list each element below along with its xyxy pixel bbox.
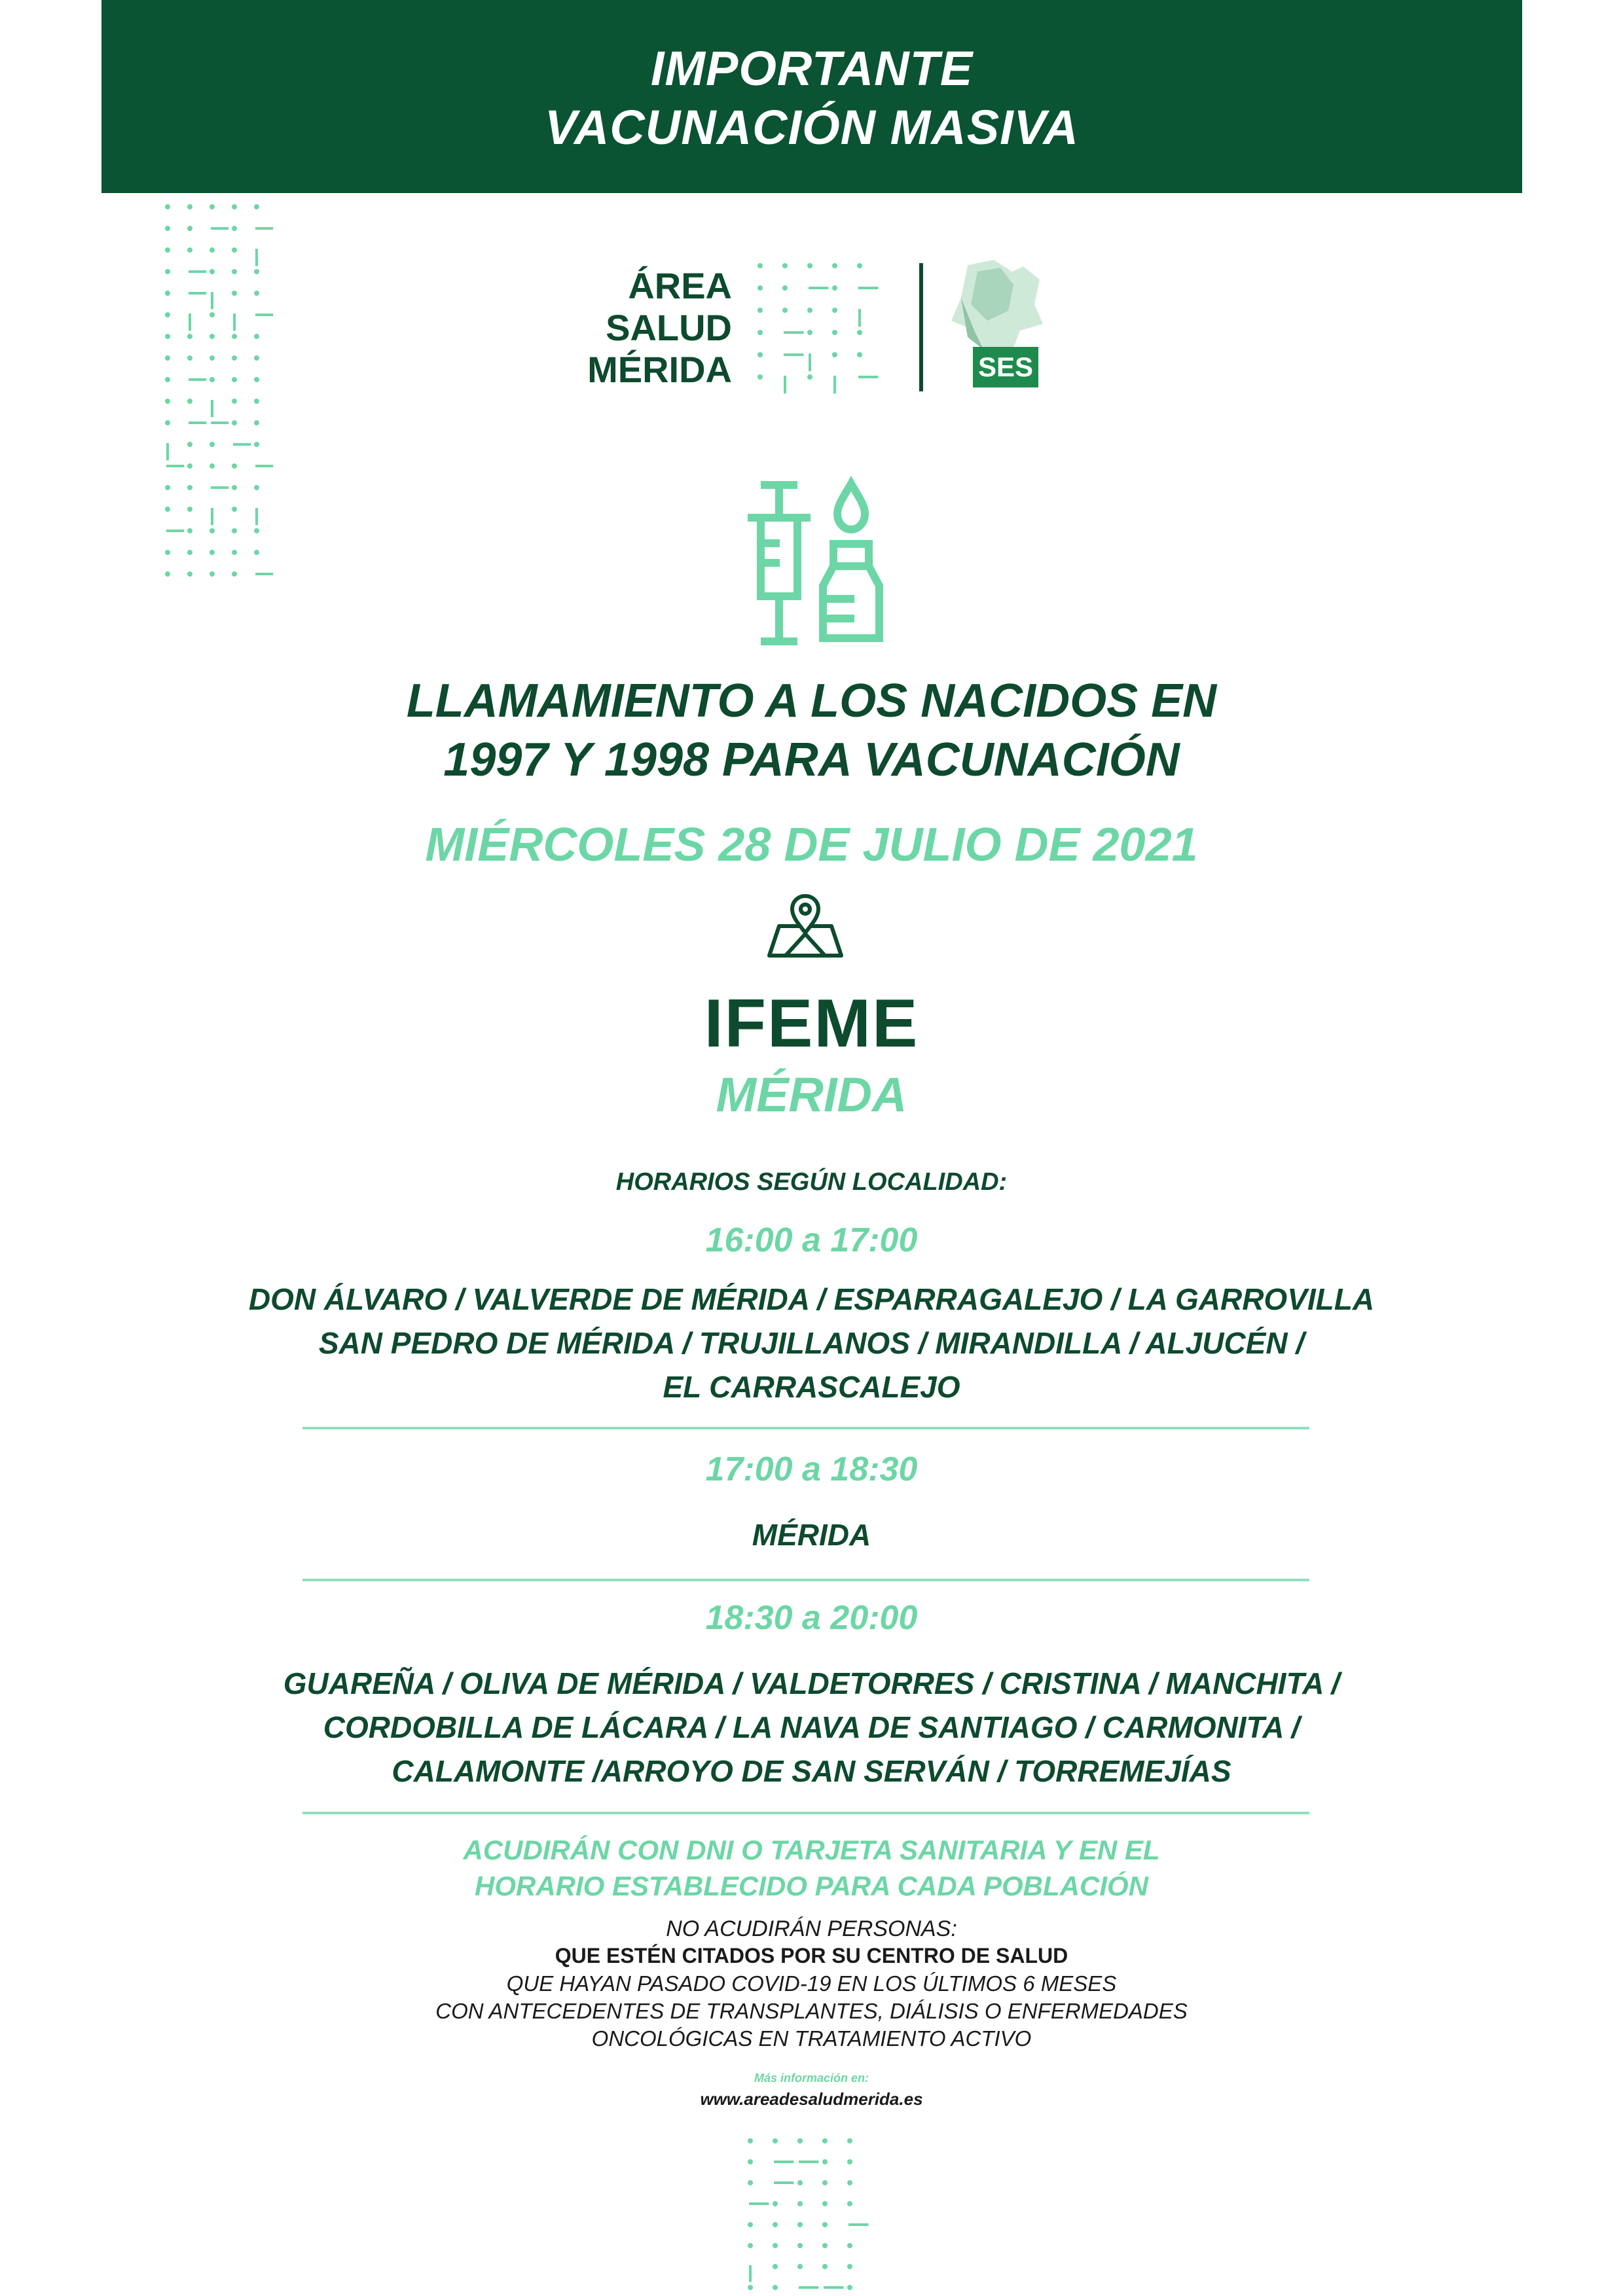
grid-dot xyxy=(254,355,259,361)
grid-dot xyxy=(166,443,169,460)
grid-dot xyxy=(232,377,237,382)
grid-dot xyxy=(847,2180,852,2185)
grid-dot xyxy=(847,2138,852,2144)
grid-dot xyxy=(773,2138,778,2144)
headline-line-2: 1997 Y 1998 PARA VACUNACIÓN xyxy=(443,734,1180,786)
grid-dot xyxy=(847,2243,852,2248)
exclusion-item: ONCOLÓGICAS EN TRATAMIENTO ACTIVO xyxy=(591,2026,1032,2051)
slot-location-line: DON ÁLVARO / VALVERDE DE MÉRIDA / ESPARRAGALEJO / LA GARROVILLA xyxy=(248,1282,1375,1316)
schedule-heading: HORARIOS SEGÚN LOCALIDAD: xyxy=(615,1168,1008,1196)
grid-dot xyxy=(782,263,788,268)
grid-dot xyxy=(857,352,862,357)
grid-dot xyxy=(233,443,251,446)
grid-dot xyxy=(748,2159,753,2164)
grid-dot xyxy=(847,2159,852,2164)
grid-dot xyxy=(232,507,237,512)
grid-dot xyxy=(807,330,812,335)
grid-dot xyxy=(832,263,837,268)
grid-dot xyxy=(232,550,237,555)
grid-dot xyxy=(232,247,237,253)
grid-dot xyxy=(857,330,862,335)
divider xyxy=(302,1427,1309,1429)
exclusion-item: QUE ESTÉN CITADOS POR SU CENTRO DE SALUD xyxy=(555,1944,1068,1967)
grid-dot xyxy=(187,442,192,447)
slot-location-line: CORDOBILLA DE LÁCARA / LA NAVA DE SANTIAGO / CARMONITA / xyxy=(323,1710,1300,1744)
grid-dot xyxy=(211,400,213,417)
grid-dot xyxy=(807,263,812,268)
grid-dot xyxy=(232,226,237,231)
grid-dot xyxy=(773,2222,778,2227)
grid-dot xyxy=(847,2264,852,2269)
header-banner xyxy=(101,0,1522,193)
grid-dot xyxy=(165,247,170,253)
grid-dot xyxy=(210,269,215,274)
slot-time: 17:00 a 18:30 xyxy=(705,1450,918,1488)
grid-dot xyxy=(165,291,170,296)
grid-dot xyxy=(232,291,237,296)
notice-line-2: HORARIO ESTABLECIDO PARA CADA POBLACIÓN xyxy=(475,1871,1148,1901)
grid-dot xyxy=(254,399,259,404)
grid-dot xyxy=(255,508,258,525)
grid-dot xyxy=(165,485,170,490)
venue-city: MÉRIDA xyxy=(716,1067,907,1122)
grid-dot xyxy=(254,269,259,274)
grid-dot xyxy=(210,442,215,447)
grid-dot xyxy=(166,465,184,467)
grid-dot xyxy=(784,331,803,334)
exclusions-title: NO ACUDIRÁN PERSONAS: xyxy=(666,1916,957,1941)
dot-grid-pattern xyxy=(746,2137,877,2296)
grid-dot xyxy=(187,334,192,339)
grid-dot xyxy=(255,573,273,575)
grid-dot xyxy=(254,420,259,425)
grid-dot xyxy=(211,508,213,525)
grid-dot xyxy=(187,399,192,404)
grid-dot xyxy=(232,399,237,404)
grid-dot xyxy=(232,355,237,361)
banner-title: IMPORTANTE xyxy=(650,41,974,96)
grid-dot xyxy=(748,2180,753,2185)
grid-dot xyxy=(799,2286,818,2289)
grid-dot xyxy=(773,2243,778,2248)
headline-line-1: LLAMAMIENTO A LOS NACIDOS EN xyxy=(406,675,1217,727)
grid-dot xyxy=(187,550,192,555)
grid-dot xyxy=(749,2202,769,2205)
grid-dot xyxy=(799,2161,818,2163)
grid-dot xyxy=(232,204,237,209)
grid-dot xyxy=(757,263,763,268)
grid-dot xyxy=(748,2222,753,2227)
grid-dot xyxy=(254,377,259,382)
grid-dot xyxy=(809,353,811,371)
grid-dot xyxy=(749,2265,752,2282)
grid-dot xyxy=(165,355,170,361)
notice-line-1: ACUDIRÁN CON DNI O TARJETA SANITARIA Y EN EL xyxy=(463,1835,1160,1865)
slot-time: 16:00 a 17:00 xyxy=(705,1221,918,1259)
grid-dot xyxy=(858,287,878,289)
grid-dot xyxy=(211,227,228,230)
grid-dot xyxy=(858,309,861,327)
slot-location-line: GUAREÑA / OLIVA DE MÉRIDA / VALDETORRES / CRISTINA / MANCHITA / xyxy=(283,1666,1340,1700)
grid-dot xyxy=(210,204,215,209)
grid-dot xyxy=(254,291,259,296)
grid-dot xyxy=(774,2161,793,2163)
grid-dot xyxy=(782,308,788,313)
grid-dot xyxy=(254,550,259,555)
grid-dot xyxy=(847,2285,852,2290)
grid-dot xyxy=(833,376,836,393)
grid-dot xyxy=(822,2159,828,2164)
grid-dot xyxy=(848,2223,868,2226)
grid-dot xyxy=(165,226,170,231)
grid-dot xyxy=(774,2181,793,2184)
grid-dot xyxy=(824,2286,843,2289)
grid-dot xyxy=(773,2264,778,2269)
grid-dot xyxy=(189,270,206,273)
grid-dot xyxy=(832,330,837,335)
map-pin-icon xyxy=(766,893,845,959)
grid-dot xyxy=(187,226,192,231)
grid-dot xyxy=(797,2201,803,2206)
grid-dot xyxy=(857,263,862,268)
website-link[interactable]: www.areadesaludmerida.es xyxy=(700,2089,923,2109)
grid-dot xyxy=(232,485,237,490)
more-info-label: Más información en: xyxy=(754,2072,869,2085)
grid-dot xyxy=(797,2222,803,2227)
grid-dot xyxy=(187,571,192,577)
grid-dot xyxy=(165,269,170,274)
grid-dot xyxy=(773,2285,778,2290)
grid-dot xyxy=(187,507,192,512)
grid-dot xyxy=(748,2243,753,2248)
grid-dot xyxy=(165,312,170,317)
logo-line-area: ÁREA xyxy=(628,265,732,306)
grid-dot xyxy=(255,314,273,316)
grid-dot xyxy=(211,422,228,424)
grid-dot xyxy=(187,528,192,533)
grid-dot xyxy=(773,2201,778,2206)
grid-dot xyxy=(189,422,206,424)
grid-dot xyxy=(784,376,786,393)
grid-dot xyxy=(165,204,170,209)
grid-dot xyxy=(832,308,837,313)
grid-dot xyxy=(255,227,273,230)
grid-dot xyxy=(187,355,192,361)
grid-dot xyxy=(165,334,170,339)
grid-dot xyxy=(255,465,273,467)
grid-dot xyxy=(210,377,215,382)
grid-dot xyxy=(807,308,812,313)
grid-dot xyxy=(832,285,837,291)
slot-location-line: EL CARRASCALEJO xyxy=(663,1370,960,1404)
slot-time: 18:30 a 20:00 xyxy=(705,1599,918,1637)
exclusion-item: QUE HAYAN PASADO COVID-19 EN LOS ÚLTIMOS 6 MESES xyxy=(506,1971,1117,1996)
grid-dot xyxy=(232,420,237,425)
event-date: MIÉRCOLES 28 DE JULIO DE 2021 xyxy=(425,819,1198,871)
grid-dot xyxy=(165,550,170,555)
grid-dot xyxy=(211,486,228,489)
grid-dot xyxy=(232,334,237,339)
grid-dot xyxy=(822,2138,828,2144)
grid-dot xyxy=(210,355,215,361)
grid-dot xyxy=(254,485,259,490)
grid-dot xyxy=(210,334,215,339)
venue-name: IFEME xyxy=(704,986,919,1062)
grid-dot xyxy=(757,308,763,313)
grid-dot xyxy=(232,528,237,533)
grid-dot xyxy=(748,2285,753,2290)
grid-dot xyxy=(858,376,878,378)
grid-dot xyxy=(187,485,192,490)
grid-dot xyxy=(757,285,763,291)
grid-dot xyxy=(807,374,812,380)
grid-dot xyxy=(797,2243,803,2248)
grid-dot xyxy=(757,374,763,380)
dot-grid-pattern xyxy=(756,262,887,393)
grid-dot xyxy=(165,571,170,577)
grid-dot xyxy=(822,2243,828,2248)
grid-dot xyxy=(210,247,215,253)
grid-dot xyxy=(254,528,259,533)
grid-dot xyxy=(210,463,215,469)
grid-dot xyxy=(187,247,192,253)
grid-dot xyxy=(254,334,259,339)
grid-dot xyxy=(797,2180,803,2185)
grid-dot xyxy=(782,285,788,291)
grid-dot xyxy=(822,2264,828,2269)
grid-dot xyxy=(210,550,215,555)
grid-dot xyxy=(187,204,192,209)
divider xyxy=(302,1812,1309,1814)
grid-dot xyxy=(210,312,215,317)
grid-dot xyxy=(211,292,213,309)
logo-line-salud: SALUD xyxy=(606,307,732,348)
grid-dot xyxy=(232,269,237,274)
exclusion-item: CON ANTECEDENTES DE TRANSPLANTES, DIÁLISIS O ENFERMEDADES xyxy=(435,1999,1188,2023)
grid-dot xyxy=(187,463,192,469)
grid-dot xyxy=(784,353,803,356)
grid-dot xyxy=(822,2180,828,2185)
grid-dot xyxy=(232,463,237,469)
grid-dot xyxy=(233,314,236,331)
grid-dot xyxy=(165,507,170,512)
grid-dot xyxy=(254,442,259,447)
banner-subtitle: VACUNACIÓN MASIVA xyxy=(545,100,1079,154)
grid-dot xyxy=(797,2138,803,2144)
grid-dot xyxy=(165,420,170,425)
grid-dot xyxy=(232,571,237,577)
grid-dot xyxy=(757,352,763,357)
grid-dot xyxy=(165,399,170,404)
dot-grid-pattern xyxy=(164,203,282,589)
grid-dot xyxy=(255,249,258,266)
slot-location-line: SAN PEDRO DE MÉRIDA / TRUJILLANOS / MIRANDILLA / ALJUCÉN / xyxy=(318,1326,1305,1360)
grid-dot xyxy=(832,352,837,357)
grid-dot xyxy=(210,571,215,577)
logo-line-merida: MÉRIDA xyxy=(587,349,732,390)
grid-dot xyxy=(165,377,170,382)
vial-icon xyxy=(815,481,887,645)
grid-dot xyxy=(254,204,259,209)
slot-location-line: MÉRIDA xyxy=(752,1518,871,1552)
grid-dot xyxy=(797,2264,803,2269)
grid-dot xyxy=(189,292,206,295)
grid-dot xyxy=(189,378,206,381)
grid-dot xyxy=(189,314,191,331)
grid-dot xyxy=(166,529,184,532)
grid-dot xyxy=(748,2138,753,2144)
grid-dot xyxy=(847,2201,852,2206)
logo-divider xyxy=(919,263,923,391)
ses-badge: SES xyxy=(973,347,1038,387)
grid-dot xyxy=(809,287,828,289)
grid-dot xyxy=(822,2201,828,2206)
grid-dot xyxy=(210,528,215,533)
slot-location-line: CALAMONTE /ARROYO DE SAN SERVÁN / TORREMEJÍAS xyxy=(392,1754,1231,1788)
grid-dot xyxy=(757,330,763,335)
syringe-icon xyxy=(740,481,818,645)
divider xyxy=(302,1579,1309,1581)
grid-dot xyxy=(822,2222,828,2227)
